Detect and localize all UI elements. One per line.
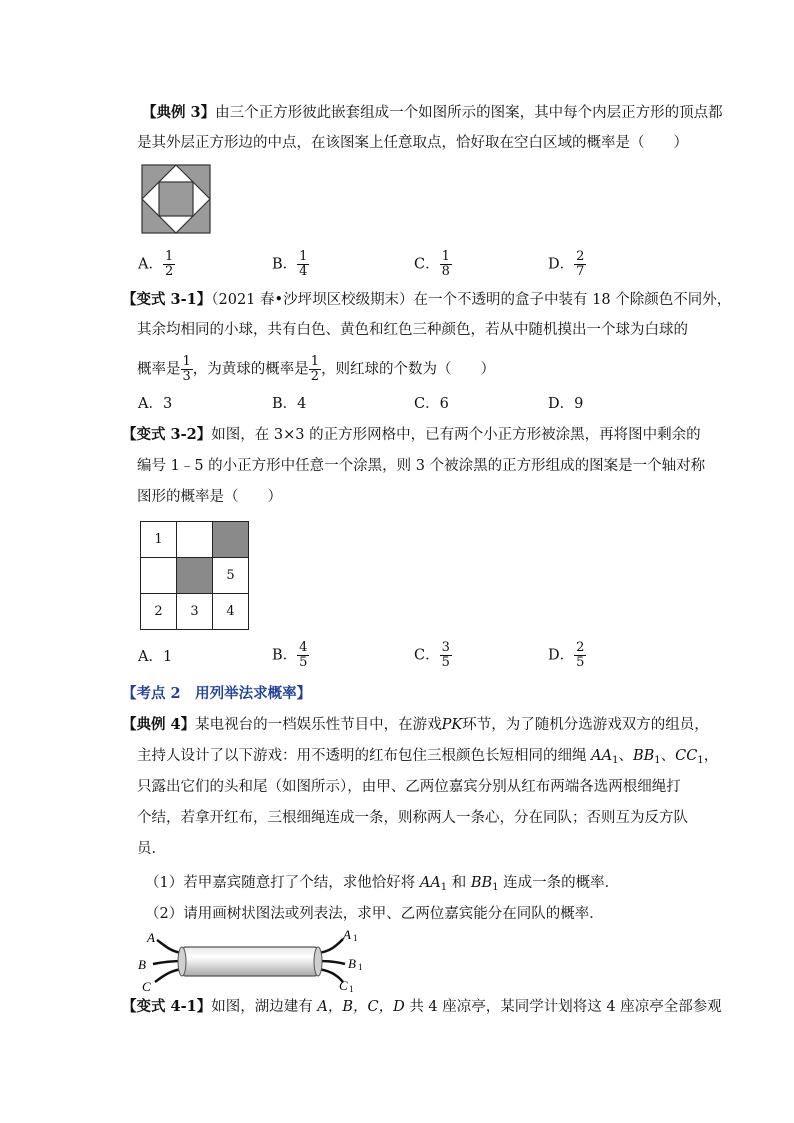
variant-3-1-line3: 概率是 $\frac{1}{3}$ ，为黄球的概率是 $\frac{1}{2}$ ，则红球的个数为（ ） <box>137 354 496 384</box>
variant-3-1-option-d: D．9 <box>548 396 584 412</box>
variant-3-2-option-b: B． $\frac{4}{5}$ <box>272 640 308 670</box>
example-3-option-b: B． $\frac{1}{4}$ <box>272 249 308 279</box>
red-cloth-tube <box>181 947 319 976</box>
label-a: A <box>147 930 155 945</box>
label-a1: A <box>343 928 351 942</box>
example-3-option-c: C． $\frac{1}{8}$ <box>414 249 450 279</box>
example-4-line1: 【典例 4】某电视台的一档娱乐性节目中，在游戏PK环节，为了随机分选游戏双方的组员， <box>122 716 709 733</box>
svg-text:1: 1 <box>358 962 363 972</box>
label-c: C <box>142 979 151 994</box>
variant-4-1-line1: 【变式 4-1】如图，湖边建有 A，B，C，D 共 4 座凉亭，某同学计划将这 4 座凉亭全部参观 <box>122 998 722 1015</box>
variant-3-1-option-b: B．4 <box>272 396 307 412</box>
grid-cell-shaded <box>177 558 213 594</box>
example-4-question-2: （2）请用画树状图法或列表法，求甲、乙两位嘉宾能分在同队的概率． <box>145 906 604 922</box>
example-3-line2: 是其外层正方形边的中点，在该图案上任意取点，恰好取在空白区域的概率是（ ） <box>137 135 688 151</box>
variant-3-2-line2: 编号 1﹣5 的小正方形中任意一个涂黑，则 3 个被涂黑的正方形组成的图案是一个轴对称 <box>137 458 706 474</box>
grid-cell-shaded <box>213 522 249 558</box>
example-3-line1: 【典例 3】由三个正方形彼此嵌套组成一个如图所示的图案，其中每个内层正方形的顶点都 <box>142 104 723 121</box>
grid-cell-4: 4 <box>213 594 249 630</box>
variant-3-2-line1: 【变式 3-2】如图，在 3×3 的正方形网格中，已有两个小正方形被涂黑，再将图中剩余的 <box>122 426 701 443</box>
grid-3x3-figure <box>140 521 249 630</box>
example-3-tag: 【典例 3】 <box>142 104 216 121</box>
variant-3-1-option-c: C．6 <box>414 396 449 412</box>
grid-cell-5: 5 <box>213 558 249 594</box>
rope-cloth-figure <box>135 928 375 994</box>
grid-cell-empty <box>141 558 177 594</box>
variant-3-2-line3: 图形的概率是（ ） <box>137 489 282 505</box>
grid-cell-1: 1 <box>141 522 177 558</box>
example-4-line5: 员． <box>137 841 166 857</box>
svg-text:1: 1 <box>349 984 354 994</box>
example-4-line3: 只露出它们的头和尾（如图所示），由甲、乙两位嘉宾分别从红布两端各选两根细绳打 <box>137 779 681 795</box>
variant-3-1-line1: 【变式 3-1】（2021 春•沙坪坝区校级期末）在一个不透明的盒子中装有 18 个除颜色不同外， <box>122 291 732 308</box>
grid-cell-2: 2 <box>141 594 177 630</box>
example-3-option-a: A． $\frac{1}{2}$ <box>138 249 174 279</box>
label-b1: B <box>348 956 356 971</box>
nested-squares-figure <box>141 164 211 234</box>
variant-3-2-option-c: C． $\frac{3}{5}$ <box>414 640 450 670</box>
example-4-question-1: （1）若甲嘉宾随意打了个结，求他恰好将 $AA_1$ 和 $BB_1$ 连成一条的概率． <box>145 875 620 893</box>
variant-3-2-option-a: A．1 <box>138 649 173 665</box>
example-4-line2: 主持人设计了以下游戏：用不透明的红布包住三根颜色长短相同的细绳 $AA_1$、$BB_1$、$CC_1$， <box>137 748 719 766</box>
grid-cell-empty <box>177 522 213 558</box>
inner-square <box>159 182 193 216</box>
grid-cell-3: 3 <box>177 594 213 630</box>
example-4-line4: 个结，若拿开红布，三根细绳连成一条，则称两人一条心，分在同队；否则互为反方队 <box>137 810 688 826</box>
variant-3-2-option-d: D． $\frac{2}{5}$ <box>548 640 585 670</box>
svg-text:1: 1 <box>353 933 358 943</box>
label-b: B <box>138 957 146 972</box>
example-3-option-d: D． $\frac{2}{7}$ <box>548 249 585 279</box>
label-c1: C <box>339 978 348 993</box>
key-point-2-heading: 【考点 2 用列举法求概率】 <box>122 685 312 702</box>
variant-3-1-option-a: A．3 <box>138 396 173 412</box>
variant-3-1-line2: 其余均相同的小球，共有白色、黄色和红色三种颜色，若从中随机摸出一个球为白球的 <box>137 322 688 338</box>
